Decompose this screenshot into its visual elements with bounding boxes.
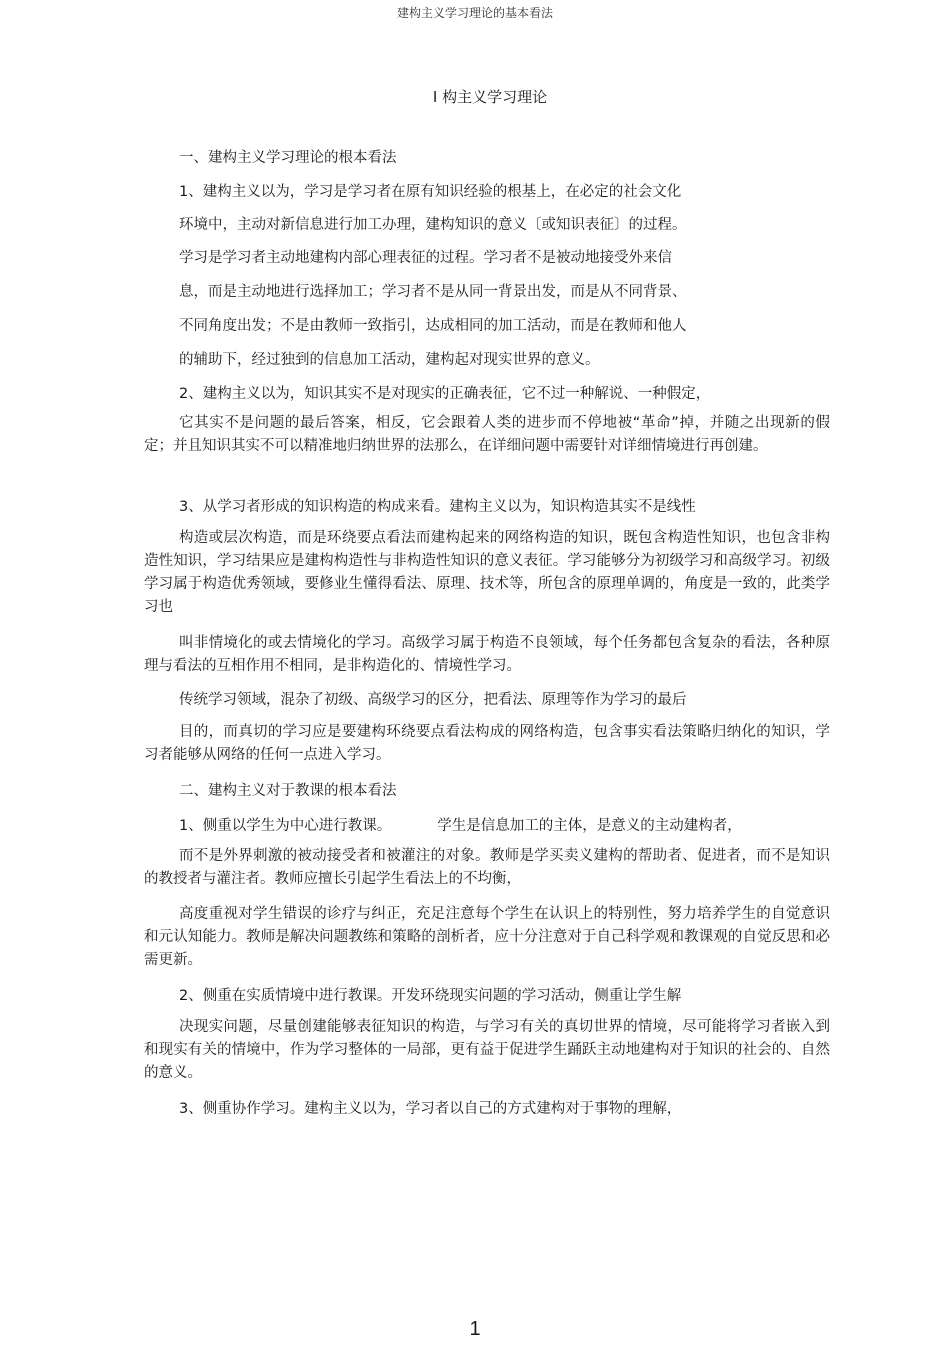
paragraph: 而不是外界刺激的被动接受者和被灌注的对象。教师是学买卖义建构的帮助者、促进者，而不是知识的教授者与灌注者。教师应擅长引起学生看法上的不均衡，	[144, 848, 830, 887]
paragraph-line: 3、从学习者形成的知识构造的构成来看。建构主义以为，知识构造其实不是线性	[179, 499, 696, 515]
paragraph-line: 的辅助下，经过独到的信息加工活动，建构起对现实世界的意义。	[179, 352, 600, 368]
paragraph-line: 学习是学习者主动地建构内部心理表征的过程。学习者不是被动地接受外来信	[179, 250, 672, 266]
paragraph: 高度重视对学生错误的诊疗与纠正，充足注意每个学生在认识上的特别性，努力培养学生的自觉意识和元认知能力。教师是解决问题教练和策略的剖析者，应十分注意对于自己科学观和教课观的自觉反思和必需更新。	[144, 906, 830, 968]
paragraph-line: 3、侧重协作学习。建构主义以为，学习者以自己的方式建构对于事物的理解，	[179, 1101, 682, 1117]
running-header: 建构主义学习理论的基本看法	[396, 6, 553, 20]
line-part: 1、侧重以学生为中心进行教课。	[179, 818, 392, 834]
paragraph: 目的，而真切的学习应是要建构环绕要点看法构成的网络构造，包含事实看法策略归纳化的知识，学习者能够从网络的任何一点进入学习。	[144, 724, 830, 763]
line-part: 学生是信息加工的主体，是意义的主动建构者，	[437, 818, 742, 834]
page-number: 1	[469, 1318, 481, 1340]
section-heading-1: 一、建构主义学习理论的根本看法	[179, 150, 397, 166]
paragraph: 构造或层次构造，而是环绕要点看法而建构起来的网络构造的知识，既包含构造性知识，也包含非构造性知识，学习结果应是建构构造性与非构造性知识的意义表征。学习能够分为初级学习和高级学习。初级学习属于构造优秀领域，要修业生懂得看法、原理、技术等，所包含的原理单调的，角度是一致的，此类学习也	[144, 530, 830, 615]
paragraph-line: 传统学习领域，混杂了初级、高级学习的区分，把看法、原理等作为学习的最后	[179, 692, 687, 708]
paragraph-line: 环境中，主动对新信息进行加工办理，建构知识的意义〔或知识表征〕的过程。	[179, 217, 687, 233]
paragraph: 它其实不是问题的最后答案，相反，它会跟着人类的进步而不停地被“革命”掉，并随之出现新的假定；并且知识其实不可以精准地归纳世界的法那么，在详细问题中需要针对详细情境进行再创建。	[144, 415, 830, 454]
paragraph: 叫非情境化的或去情境化的学习。高级学习属于构造不良领域，每个任务都包含复杂的看法，各种原理与看法的互相作用不相同，是非构造化的、情境性学习。	[144, 635, 830, 674]
section-heading-2: 二、建构主义对于教课的根本看法	[179, 783, 397, 799]
paragraph-line: 2、侧重在实质情境中进行教课。开发环绕现实问题的学习活动，侧重让学生解	[179, 988, 682, 1004]
paragraph-line	[179, 814, 742, 835]
paragraph: 决现实问题，尽量创建能够表征知识的构造，与学习有关的真切世界的情境，尽可能将学习者嵌入到和现实有关的情境中，作为学习整体的一局部，更有益于促进学生踊跃主动地建构对于知识的社会的、自然的意义。	[144, 1019, 830, 1081]
paragraph-line: 1、建构主义以为，学习是学习者在原有知识经验的根基上，在必定的社会文化	[179, 184, 682, 200]
document-title: I 构主义学习理论	[432, 88, 548, 106]
paragraph-line: 2、建构主义以为，知识其实不是对现实的正确表征，它不过一种解说、一种假定，	[179, 386, 711, 402]
paragraph-line: 息，而是主动地进行选择加工；学习者不是从同一背景出发，而是从不同背景、	[179, 284, 687, 300]
paragraph-line: 不同角度出发；不是由教师一致指引，达成相同的加工活动，而是在教师和他人	[179, 318, 687, 334]
